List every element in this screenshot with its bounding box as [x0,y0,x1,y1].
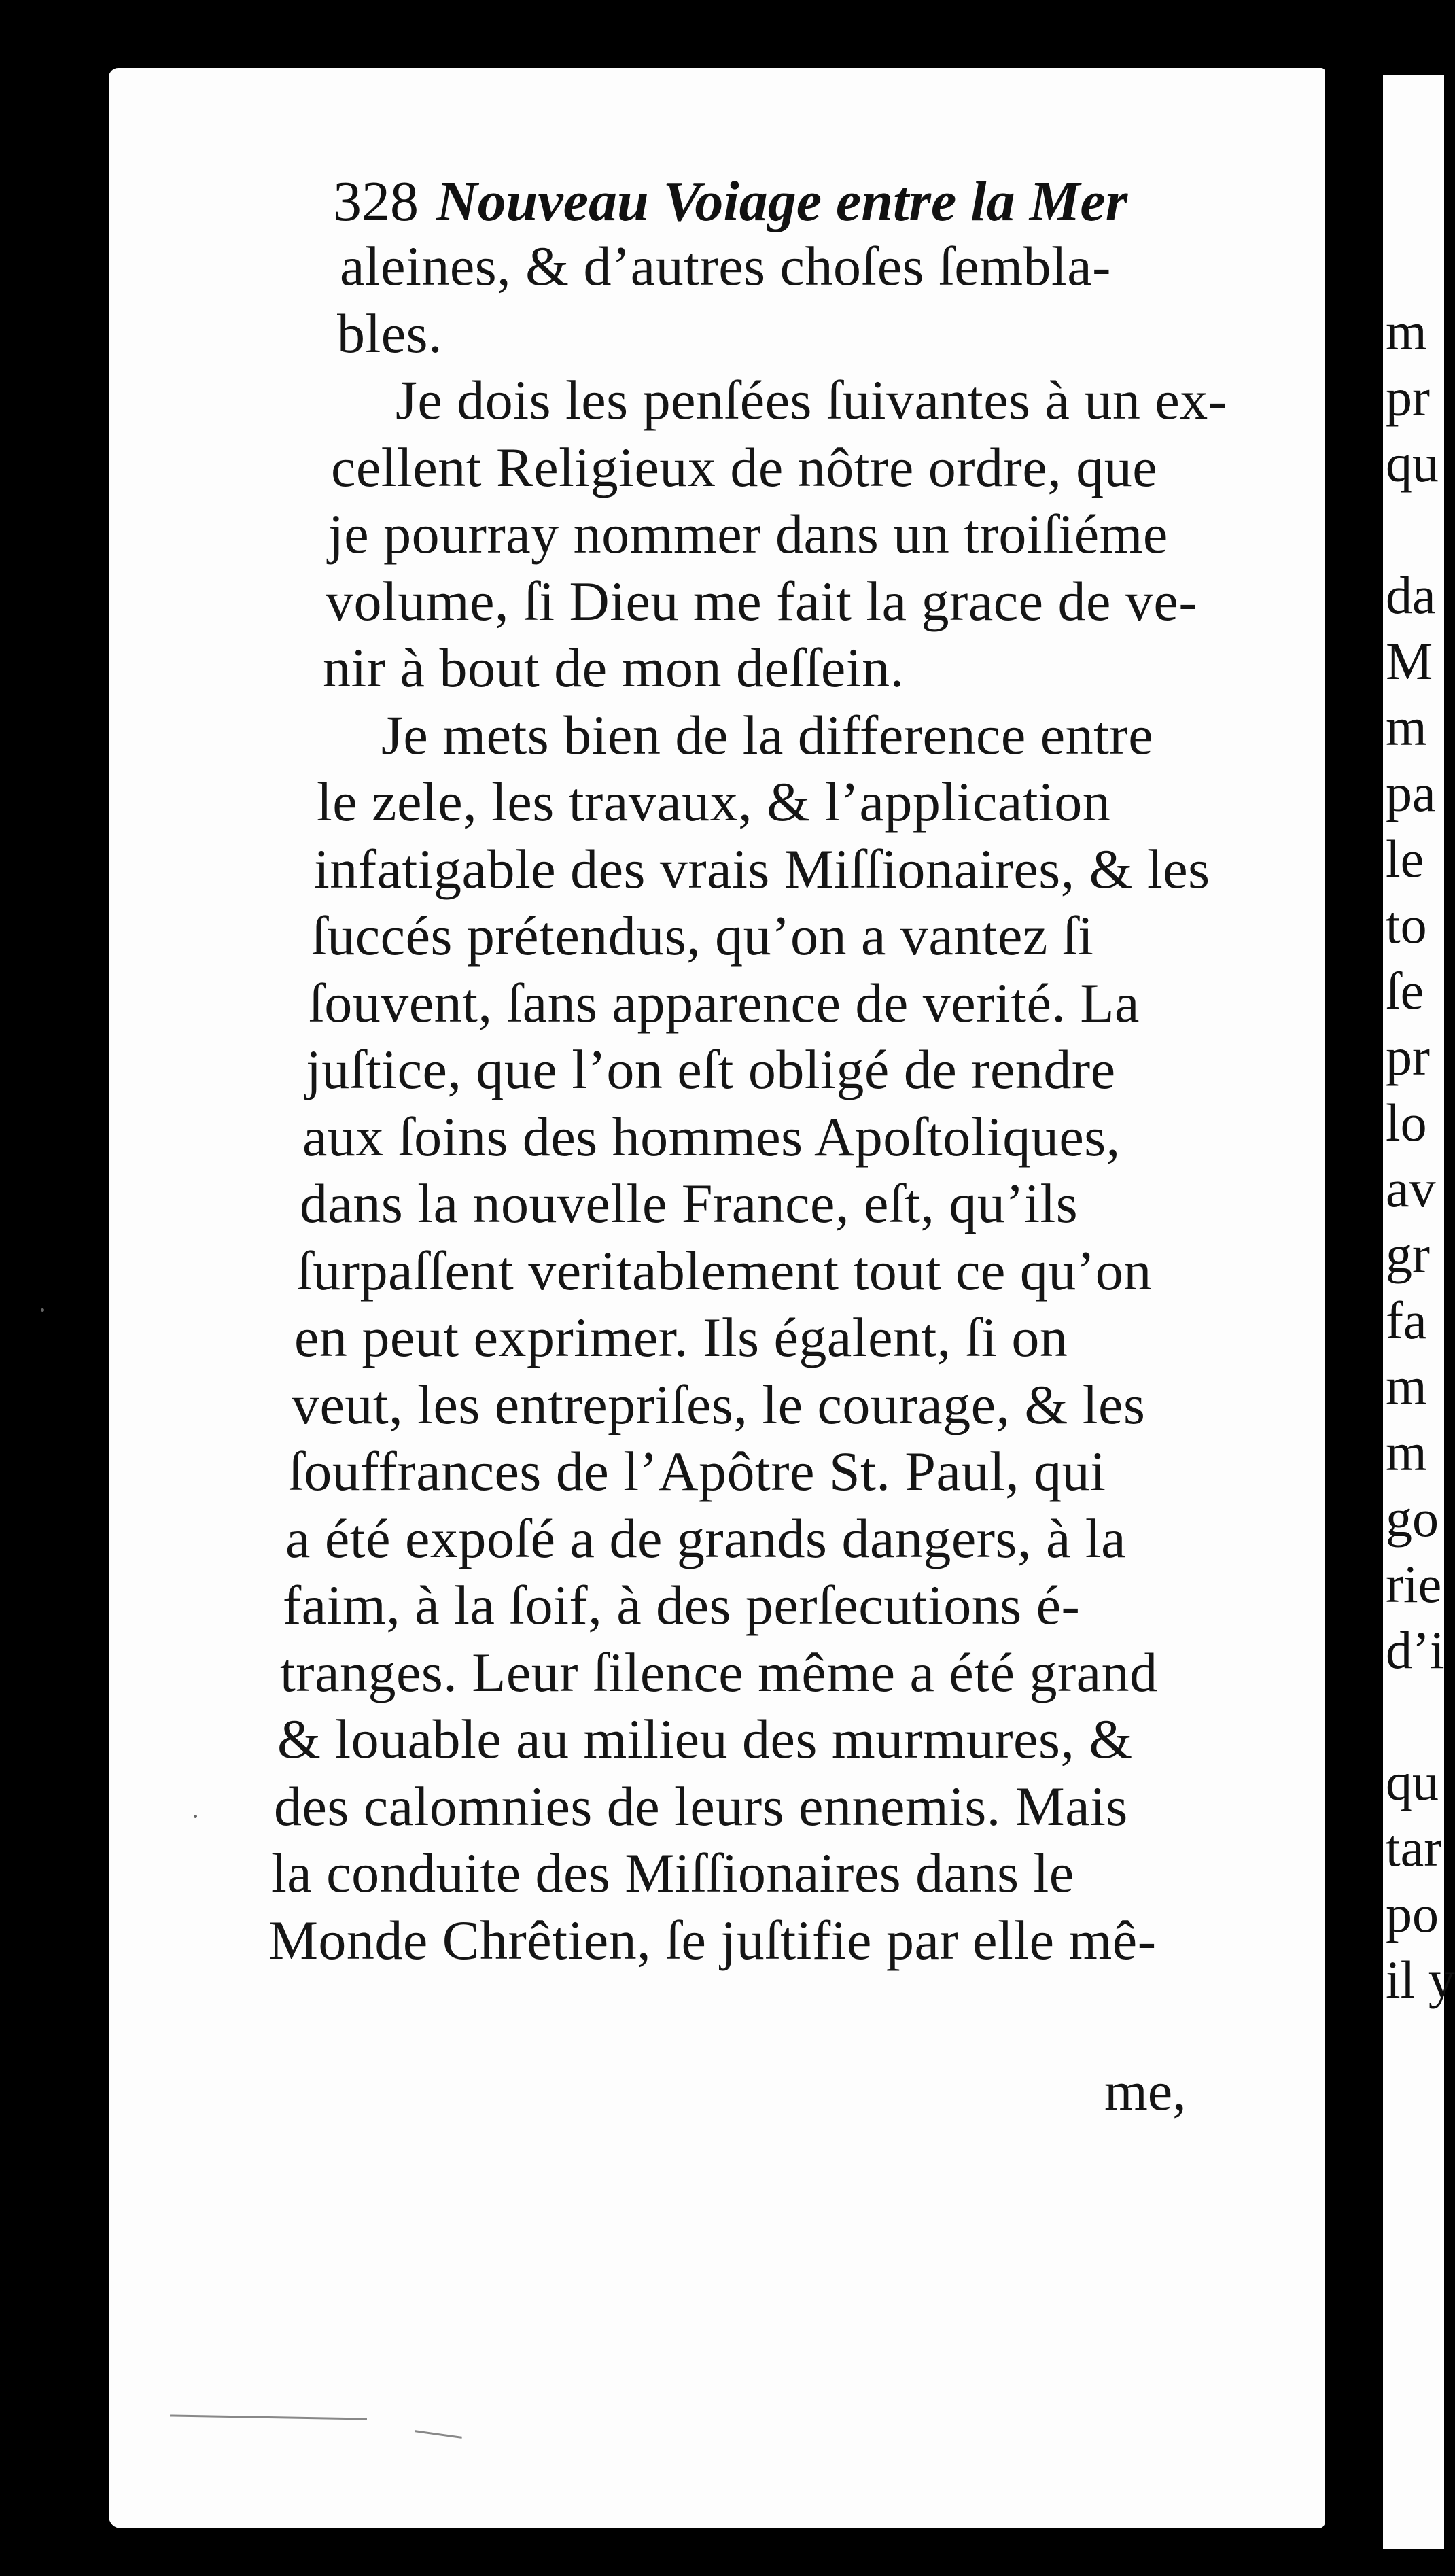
facing-page-fragment: fa [1386,1291,1427,1350]
text-line: dans la nouvelle France, eſt, qu’ils [300,1172,1079,1234]
margin-speck [41,1308,44,1312]
facing-page-edge [1383,75,1455,2549]
facing-page-fragment: go [1386,1489,1439,1548]
facing-page-fragment: pr [1386,368,1430,427]
text-line: veut, les entrepriſes, le courage, & les [292,1373,1146,1435]
catchword: me, [1104,2060,1187,2122]
facing-page-fragment: qu [1386,1752,1439,1811]
facing-page-fragment: gr [1386,1225,1430,1284]
text-line: je pourray nommer dans un troiſiéme [328,503,1168,565]
text-line: aux ſoins des hommes Apoſtoliques, [302,1105,1121,1168]
text-line: volume, ſi Dieu me fait la grace de ve- [326,570,1198,632]
text-line: cellent Religieux de nôtre ordre, que [331,436,1158,498]
text-line: faim, à la ſoif, à des perſecutions é- [283,1574,1081,1636]
text-line: bles. [337,302,443,364]
facing-page-fragment: il y [1386,1950,1455,2009]
facing-page-fragment: da [1386,565,1436,625]
facing-page-fragment: le [1386,829,1424,888]
facing-page-fragment: m [1386,302,1427,361]
facing-page-fragment: pr [1386,1027,1430,1086]
text-line: des calomnies de leurs ennemis. Mais [274,1775,1128,1837]
text-line: le zele, les travaux, & l’application [317,771,1111,833]
facing-page-fragment: lo [1386,1093,1427,1152]
text-line: juſtice, que l’on eſt obligé de rendre [306,1039,1116,1100]
running-head [333,169,1284,234]
facing-page-fragment: po [1386,1884,1439,1943]
text-line: aleines, & d’autres choſes ſembla- [340,235,1111,297]
text-line: la conduite des Miſſionaires dans le [271,1842,1074,1904]
running-head-title: Nouveau Voiage entre la Mer [436,170,1128,233]
text-line: nir à bout de mon deſſein. [323,637,905,699]
margin-speck [194,1815,197,1818]
text-line: infatigable des vrais Miſſionaires, & les [314,837,1210,900]
facing-page-fragment: tar [1386,1818,1442,1877]
text-line: en peut exprimer. Ils égalent, ſi on [294,1306,1068,1368]
text-line: ſurpaſſent veritablement tout ce qu’on [297,1239,1152,1302]
page-number: 328 [333,170,419,233]
facing-page-fragment: ſe [1386,961,1424,1020]
text-line: ſuccés prétendus, qu’on a vantez ſi [311,905,1094,967]
text-line: & louable au milieu des murmures, & [277,1708,1133,1770]
text-line: Monde Chrêtien, ſe juſtifie par elle mê- [268,1909,1157,1971]
facing-page-fragment: av [1386,1159,1436,1218]
facing-page-fragment: d’i [1386,1620,1445,1679]
text-line: ſouvent, ſans apparence de verité. La [309,971,1140,1034]
facing-page-fragment: rie [1386,1554,1442,1614]
facing-page-fragment: m [1386,697,1427,756]
text-line: a été expoſé a de grands dangers, à la [285,1507,1127,1569]
text-line: tranges. Leur ſilence même a été grand [280,1641,1158,1703]
text-line: Je dois les penſées ſuivantes à un ex- [396,369,1227,431]
facing-page-fragment: to [1386,895,1427,954]
text-line: ſouffrances de l’Apôtre St. Paul, qui [288,1440,1106,1502]
facing-page-fragment: m [1386,1357,1427,1416]
facing-page-fragment: pa [1386,763,1436,822]
facing-page-fragment: m [1386,1423,1427,1482]
facing-page-fragment: M [1386,631,1433,691]
text-line: Je mets bien de la difference entre [381,703,1154,766]
facing-page-fragment: qu [1386,434,1439,493]
